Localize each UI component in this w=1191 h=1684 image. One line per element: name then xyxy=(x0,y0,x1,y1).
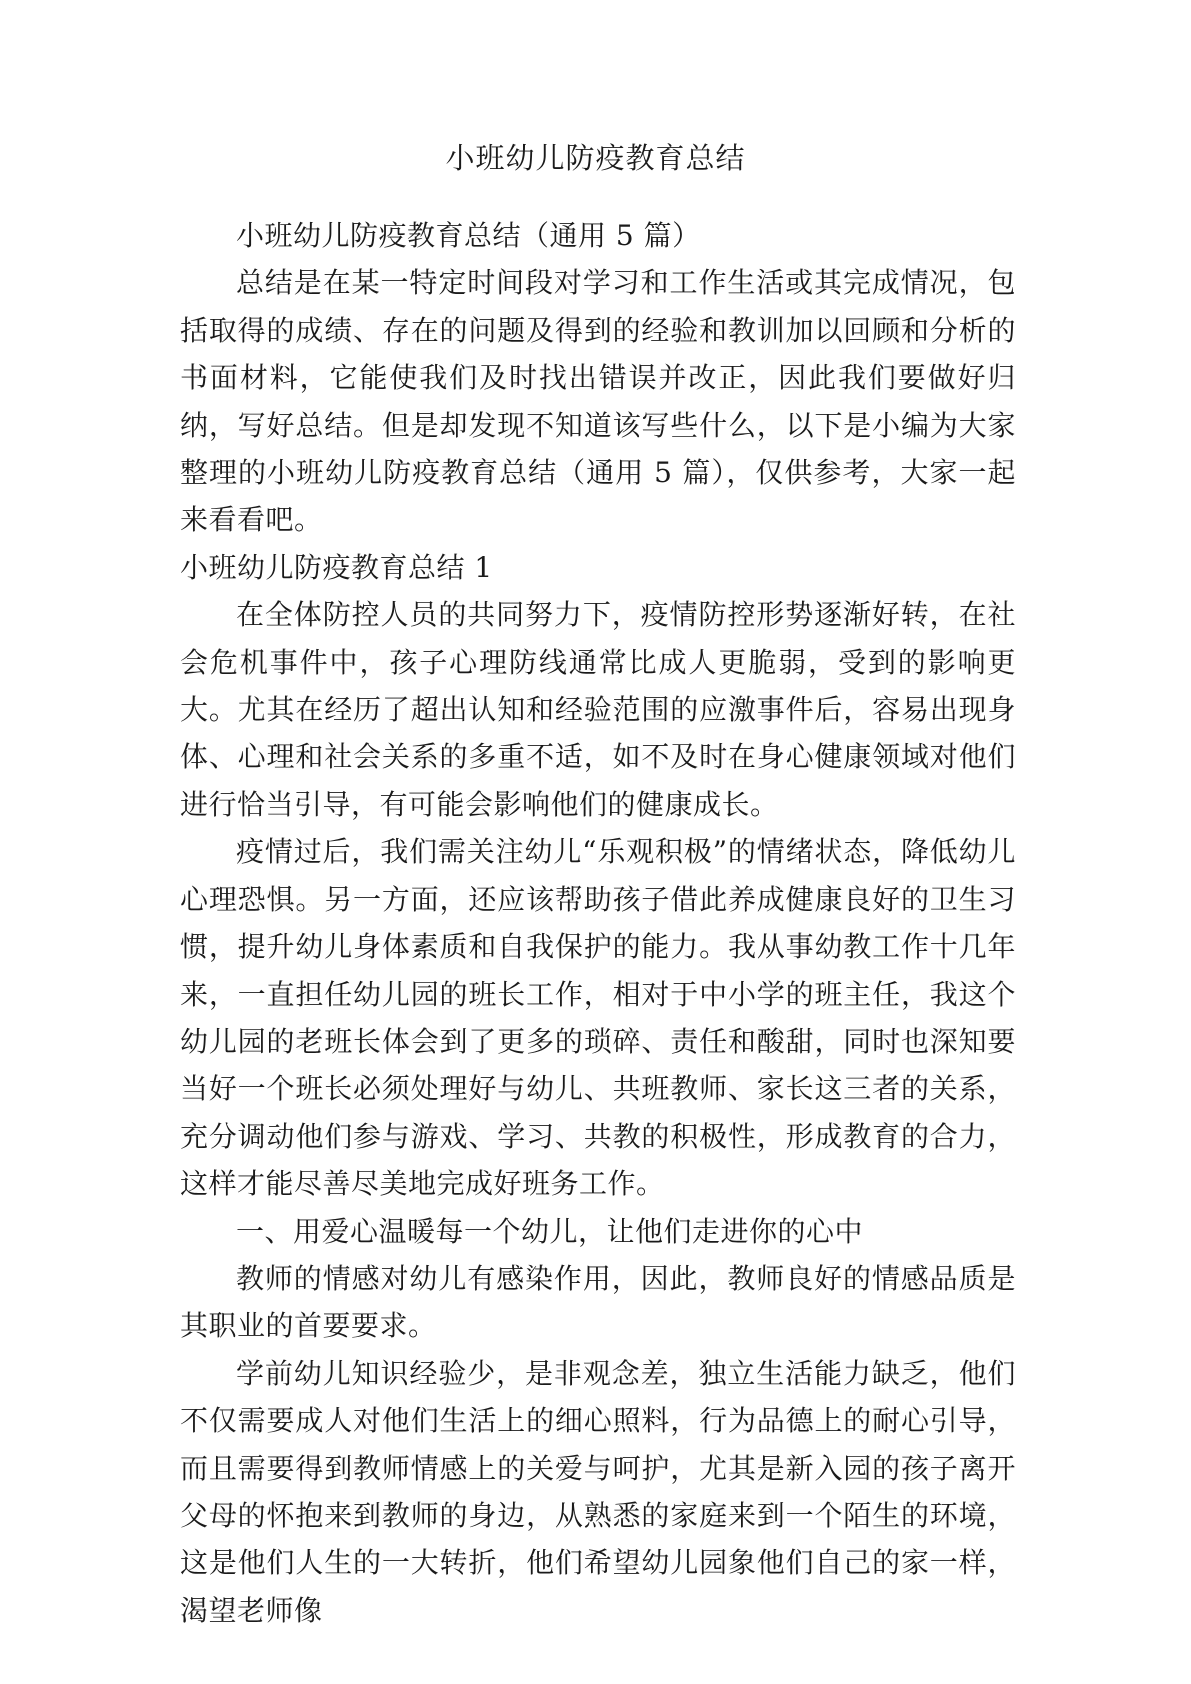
intro-paragraph: 总结是在某一特定时间段对学习和工作生活或其完成情况，包括取得的成绩、存在的问题及得到的经验和教训加以回顾和分析的书面材料，它能使我们及时找出错误并改正，因此我们要做好归纳，写好总结。但是却发现不知道该写些什么，以下是小编为大家整理的小班幼儿防疫教育总结（通用 5 篇），仅供参考，大家一起来看看吧。 xyxy=(180,266,1016,537)
subsection-heading: 一、用爱心温暖每一个幼儿，让他们走进你的心中 xyxy=(236,1214,864,1248)
document-title: 小班幼儿防疫教育总结 xyxy=(445,141,746,175)
body-paragraph: 学前幼儿知识经验少，是非观念差，独立生活能力缺乏，他们不仅需要成人对他们生活上的细心照料，行为品德上的耐心引导，而且需要得到教师情感上的关爱与呵护，尤其是新入园的孩子离开父母的怀抱来到教师的身边，从熟悉的家庭来到一个陌生的环境，这是他们人生的一大转折，他们希望幼儿园象他们自己的家一样，渴望老师像 xyxy=(180,1356,1016,1627)
body-paragraph: 在全体防控人员的共同努力下，疫情防控形势逐渐好转，在社会危机事件中，孩子心理防线通常比成人更脆弱，受到的影响更大。尤其在经历了超出认知和经验范围的应激事件后，容易出现身体、心理和社会关系的多重不适，如不及时在身心健康领域对他们进行恰当引导，有可能会影响他们的健康成长。 xyxy=(180,598,1016,821)
document-body xyxy=(180,212,1016,1634)
section-heading: 小班幼儿防疫教育总结 1 xyxy=(180,550,493,584)
subtitle-paragraph: 小班幼儿防疫教育总结（通用 5 篇） xyxy=(236,219,701,252)
body-paragraph: 疫情过后，我们需关注幼儿“乐观积极”的情绪状态，降低幼儿心理恐惧。另一方面，还应该帮助孩子借此养成健康良好的卫生习惯，提升幼儿身体素质和自我保护的能力。我从事幼教工作十几年来，一直担任幼儿园的班长工作，相对于中小学的班主任，我这个幼儿园的老班长体会到了更多的琐碎、责任和酸甜，同时也深知要当好一个班长必须处理好与幼儿、共班教师、家长这三者的关系，充分调动他们参与游戏、学习、共教的积极性，形成教育的合力，这样才能尽善尽美地完成好班务工作。 xyxy=(180,835,1016,1201)
body-paragraph: 教师的情感对幼儿有感染作用，因此，教师良好的情感品质是其职业的首要要求。 xyxy=(180,1261,1016,1343)
